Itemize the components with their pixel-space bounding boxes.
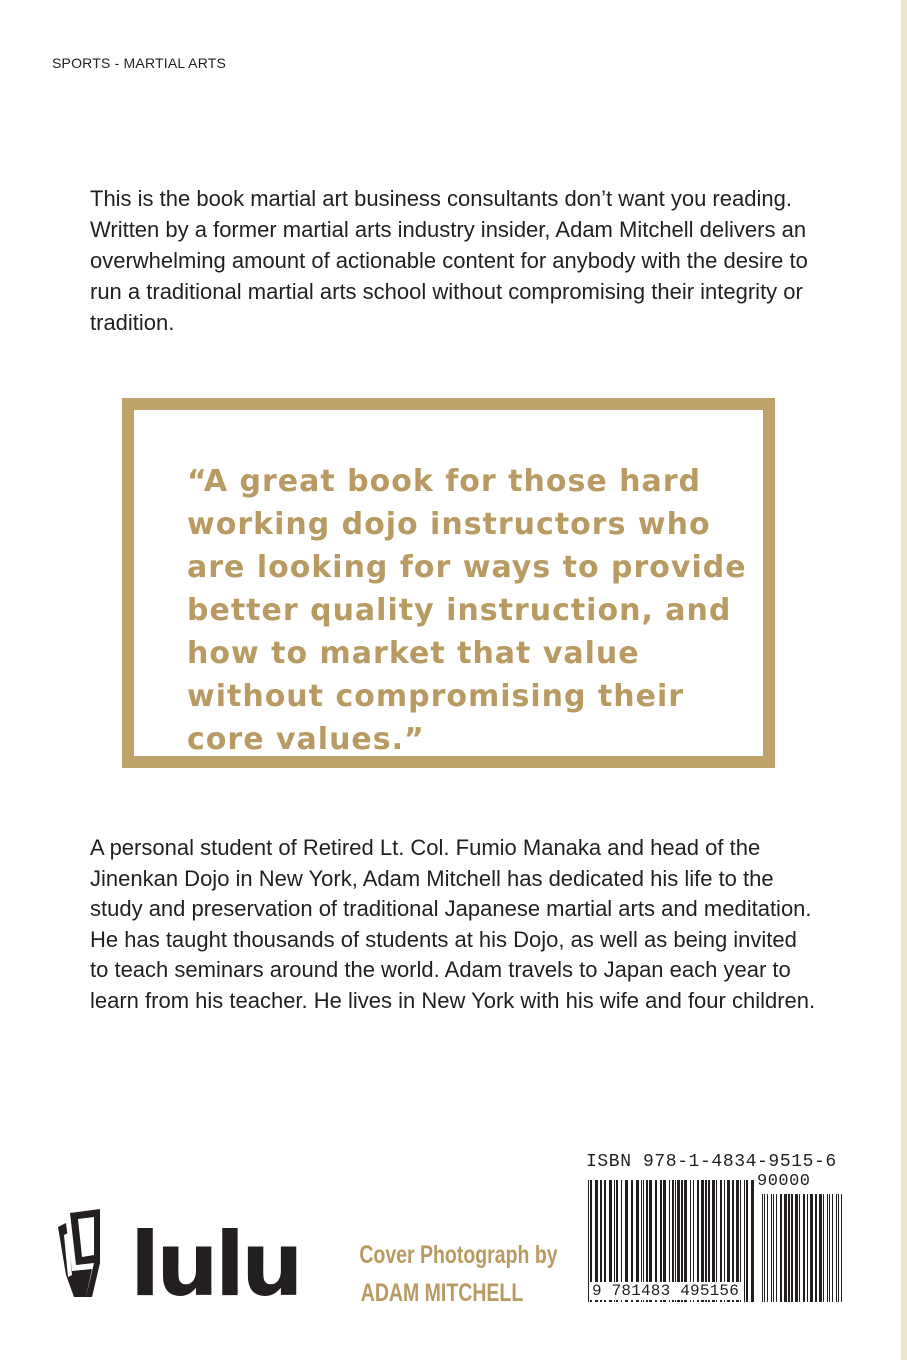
barcode-bar <box>746 1180 748 1302</box>
spine-edge <box>901 0 907 1360</box>
barcode-bar <box>827 1194 828 1302</box>
category-label: SPORTS - MARTIAL ARTS <box>52 55 227 71</box>
lulu-book-icon <box>58 1209 100 1297</box>
barcode-bar <box>823 1194 824 1302</box>
barcode-bar <box>788 1194 790 1302</box>
credit-line-2: ADAM MITCHELL <box>360 1279 524 1307</box>
barcode-bar <box>764 1194 765 1302</box>
barcode-bar <box>832 1194 833 1302</box>
quote-frame <box>122 398 775 768</box>
book-blurb: This is the book martial art business consultants don’t want you reading. Written by a former martial arts industry insider, Adam Mitchell delivers an overwhelming amount of actionable content for anybody with the desire to run a traditional martial arts school without compromising their integrity or tradition. <box>90 186 808 335</box>
barcode-bar <box>803 1194 805 1302</box>
barcode-bar <box>771 1194 772 1302</box>
barcode-bar <box>762 1194 763 1302</box>
cover-credit <box>359 1236 558 1312</box>
barcode-bar <box>795 1194 798 1302</box>
barcode-bar <box>810 1194 813 1302</box>
barcode-bar <box>773 1194 774 1302</box>
addon-bars <box>762 1194 842 1302</box>
barcode-bar <box>776 1194 777 1302</box>
barcode-bar <box>799 1194 800 1302</box>
isbn-label: ISBN 978-1-4834-9515-6 <box>586 1152 837 1172</box>
barcode-bar <box>815 1194 817 1302</box>
ean-digits: 9 781483 495156 <box>592 1282 740 1300</box>
barcode-bar <box>780 1194 782 1302</box>
barcode-bar <box>836 1194 837 1302</box>
lulu-logo <box>52 1205 307 1305</box>
barcode-bar <box>767 1194 768 1302</box>
barcode-bar <box>819 1194 822 1302</box>
barcode-bar <box>784 1194 787 1302</box>
lulu-wordmark: lulu <box>130 1213 300 1305</box>
barcode-bar <box>588 1180 589 1302</box>
barcode-bar <box>829 1194 830 1302</box>
barcode-bar <box>807 1194 808 1302</box>
barcode-bar <box>751 1180 754 1302</box>
barcode-bar <box>841 1194 842 1302</box>
testimonial-quote: “A great book for those hard working dojo instructors who are looking for ways to provide better quality instruction, and how to market that value without compromising their core values.” <box>187 464 747 757</box>
barcode-bar <box>744 1180 745 1302</box>
price-addon: 90000 <box>757 1172 811 1191</box>
author-bio: A personal student of Retired Lt. Col. Fumio Manaka and head of the Jinenkan Dojo in New York, Adam Mitchell has dedicated his life to the study and preservation of traditional Japanese martial arts and meditation. He has taught thousands of students at his Dojo, as well as being invited to teach seminars around the world. Adam travels to Japan each year to learn from his teacher. He lives in New York with his wife and four children. <box>90 835 816 1013</box>
barcode-bar <box>838 1194 839 1302</box>
barcode-bar <box>791 1194 793 1302</box>
credit-line-1: Cover Photograph by <box>359 1241 558 1269</box>
